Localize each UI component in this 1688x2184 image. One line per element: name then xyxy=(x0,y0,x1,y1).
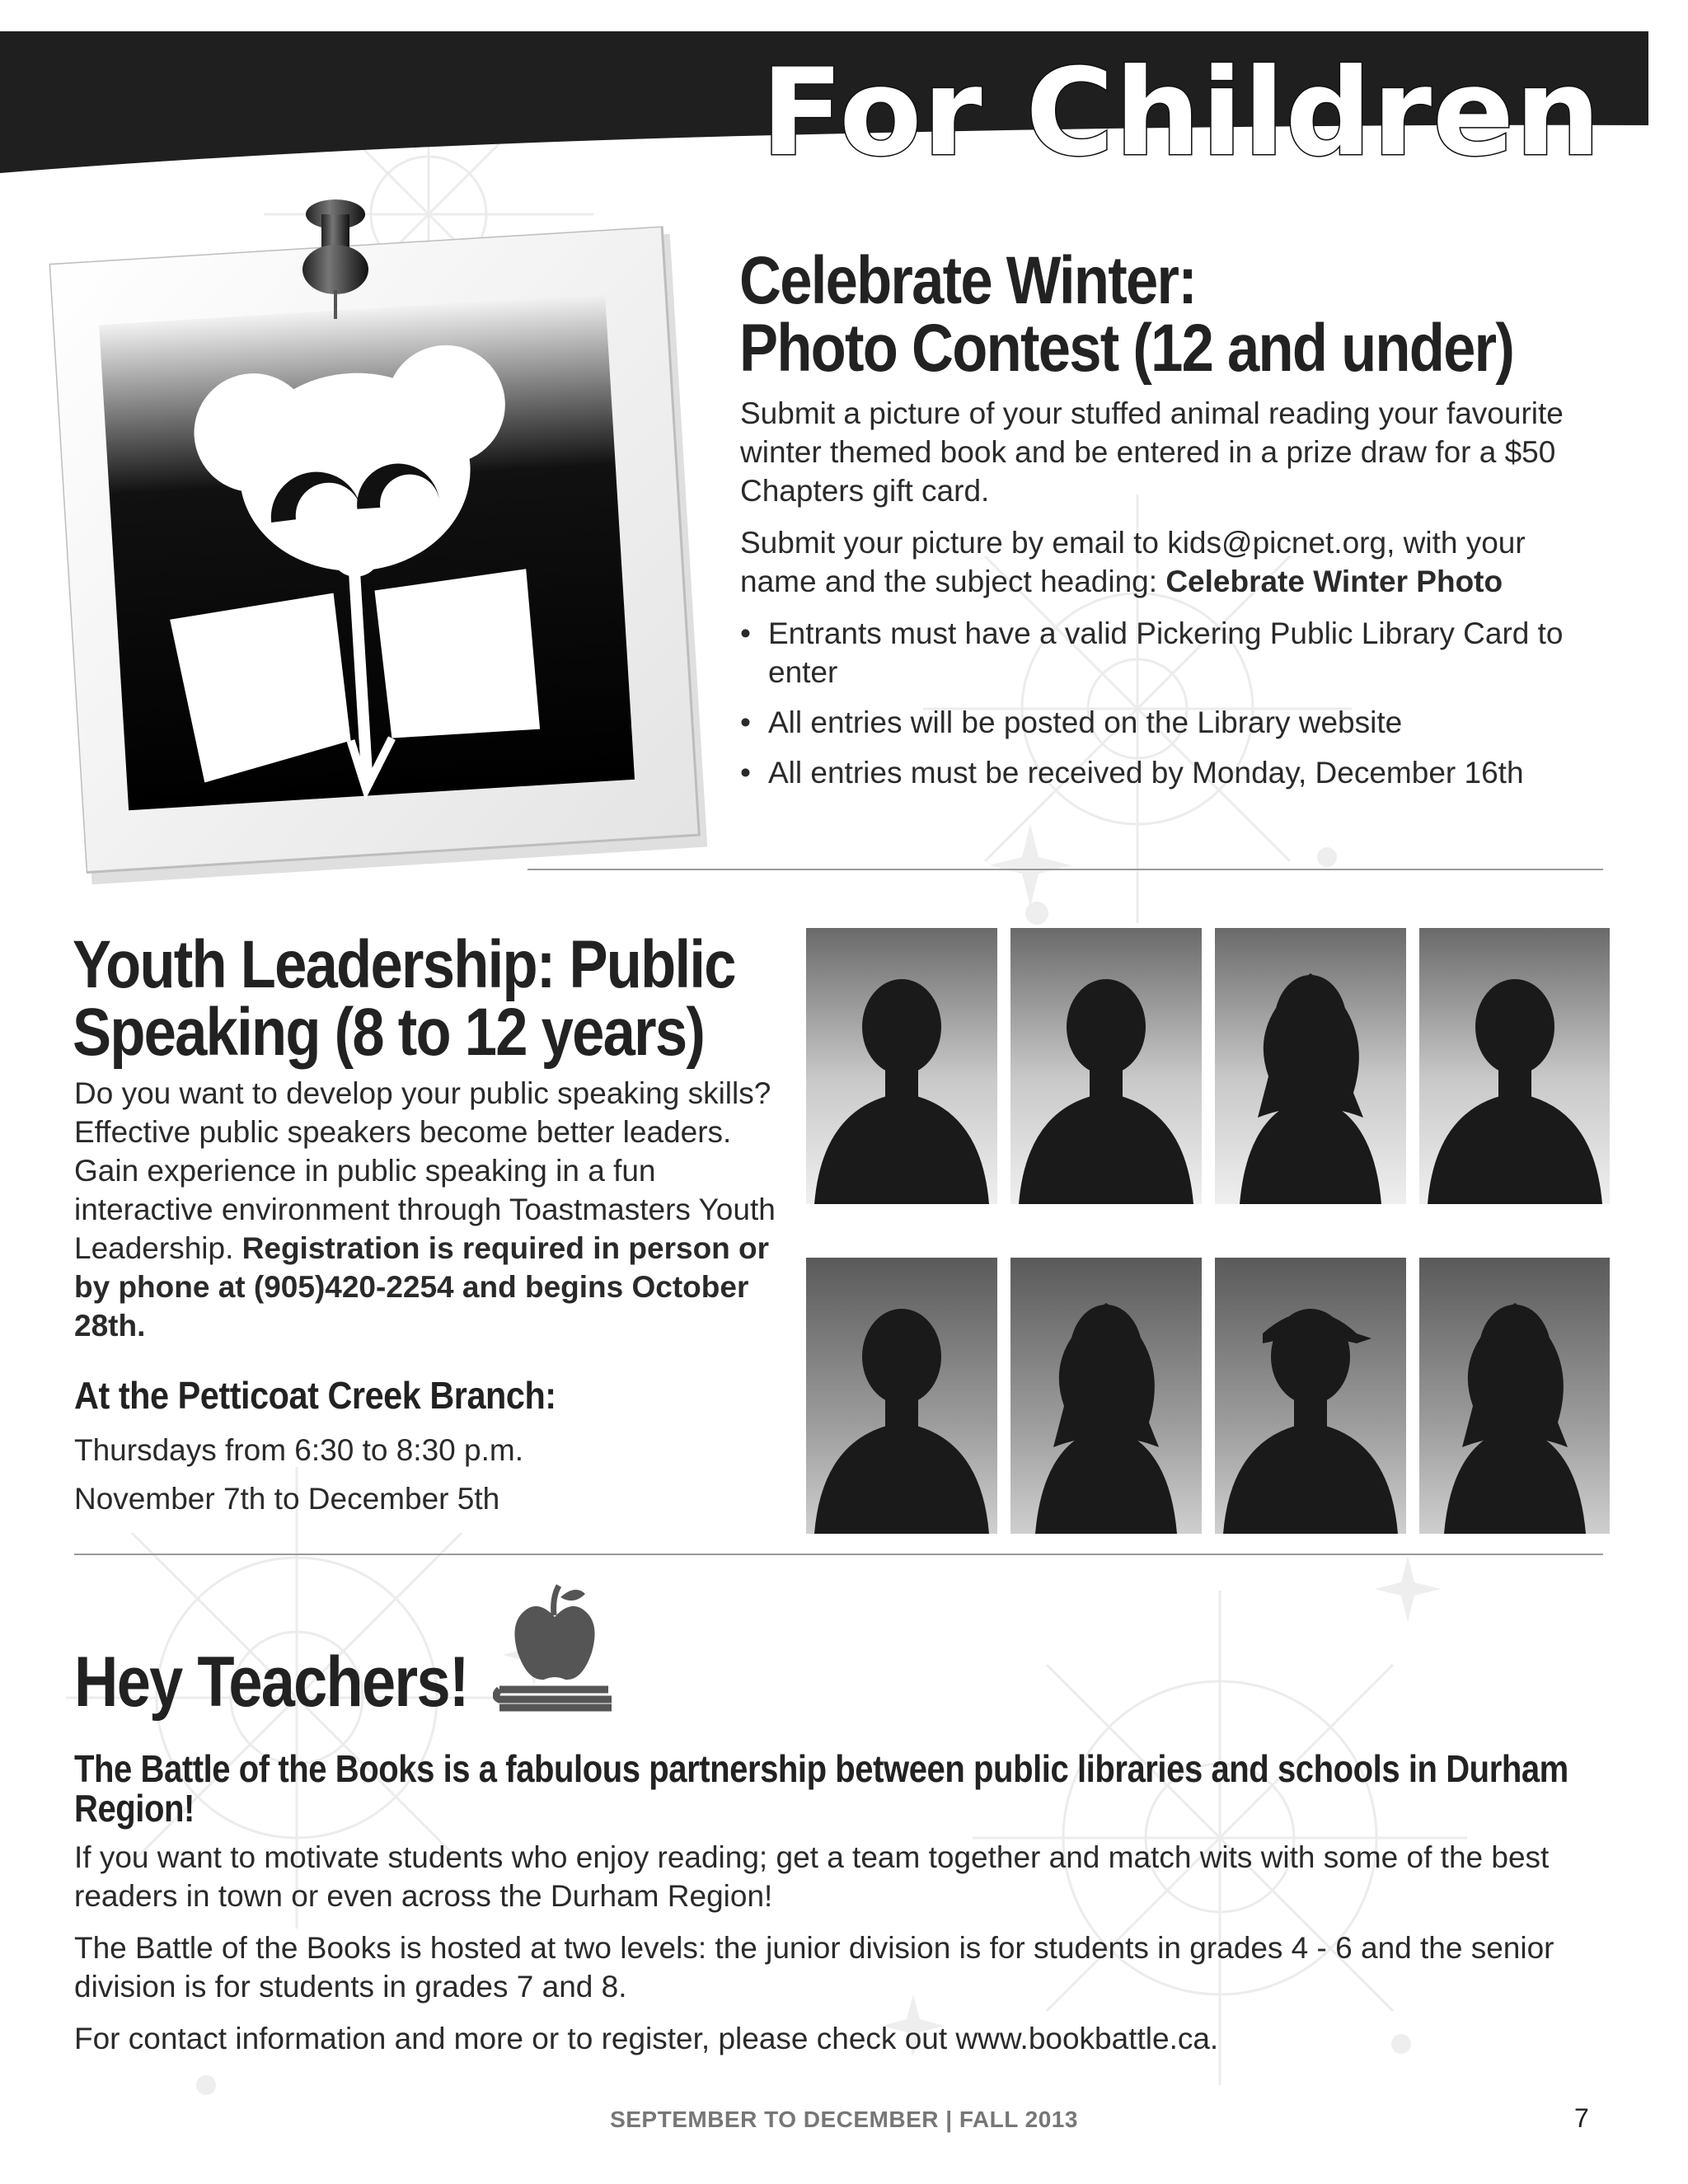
teachers-paragraph-levels: The Battle of the Books is hosted at two levels: the junior division is for students in grades 4 - 6 and the senior division is for students in grades 7 and 8. xyxy=(74,1931,1554,2004)
contest-body xyxy=(740,394,1597,804)
page-footer: SEPTEMBER TO DECEMBER | FALL 2013 xyxy=(610,2107,1078,2132)
youth-description: Do you want to develop your public speaking skills? Effective public speakers become better leaders. Gain experience in public speaking in a fun interactive environment through Toastmasters Youth Leadership. xyxy=(74,1076,776,1265)
teachers-paragraph-contact: For contact information and more or to register, please check out www.bookbattle.ca. xyxy=(74,2022,1219,2055)
pushpin-icon xyxy=(298,191,373,323)
contest-subject-heading: Celebrate Winter Photo xyxy=(1165,565,1503,598)
contest-paragraph-prize: Submit a picture of your stuffed animal reading your favourite winter themed book and be entered in a prize draw for a $50 Chapters gift card. xyxy=(740,396,1564,508)
contest-rules-list xyxy=(740,614,1597,792)
youth-heading-line1: Youth Leadership: Public xyxy=(73,927,735,1002)
branch-heading: At the Petticoat Creek Branch: xyxy=(74,1374,556,1417)
contest-paragraph-submit xyxy=(740,523,1597,601)
section-banner xyxy=(0,0,1688,190)
youth-registration-info: Registration is required in person or by phone at (905)420-2254 and begins October 28th. xyxy=(74,1231,770,1343)
youth-body xyxy=(74,1074,783,1358)
apple-on-books-icon xyxy=(493,1574,617,1714)
contest-heading xyxy=(739,243,1514,386)
teachers-heading: Hey Teachers! xyxy=(74,1643,468,1722)
youth-heading-line2: Speaking (8 to 12 years) xyxy=(73,995,705,1070)
banner-title: For Children xyxy=(761,43,1601,183)
schedule-time: Thursdays from 6:30 to 8:30 p.m. xyxy=(74,1433,523,1467)
youth-schedule xyxy=(74,1431,783,1531)
youth-paragraph xyxy=(74,1074,783,1345)
teachers-subheading: The Battle of the Books is a fabulous partnership between public libraries and schools in Durham Region! xyxy=(74,1747,1568,1830)
schedule-dates: November 7th to December 5th xyxy=(74,1482,500,1516)
youth-heading xyxy=(73,927,735,1070)
people-silhouettes-image xyxy=(806,928,1610,1534)
section-divider xyxy=(528,869,1603,870)
contest-heading-line1: Celebrate Winter: xyxy=(739,243,1197,318)
page-number: 7 xyxy=(1574,2103,1589,2133)
contest-submit-text: Submit your picture by email to kids@picnet.org, with your name and the subject heading: xyxy=(740,526,1526,598)
teachers-body xyxy=(74,1838,1607,2071)
contest-heading-line2: Photo Contest (12 and under) xyxy=(739,311,1514,386)
reading-bear-logo xyxy=(49,226,713,889)
list-item: • All entries must be received by Monday, December 16th xyxy=(740,753,1597,792)
teachers-paragraph-motivate: If you want to motivate students who enjoy reading; get a team together and match wits with some of the best readers in town or even across the Durham Region! xyxy=(74,1840,1550,1913)
list-item: • Entrants must have a valid Pickering Public Library Card to enter xyxy=(740,614,1597,691)
list-item: • All entries will be posted on the Library website xyxy=(740,703,1597,742)
section-divider xyxy=(74,1554,1603,1555)
